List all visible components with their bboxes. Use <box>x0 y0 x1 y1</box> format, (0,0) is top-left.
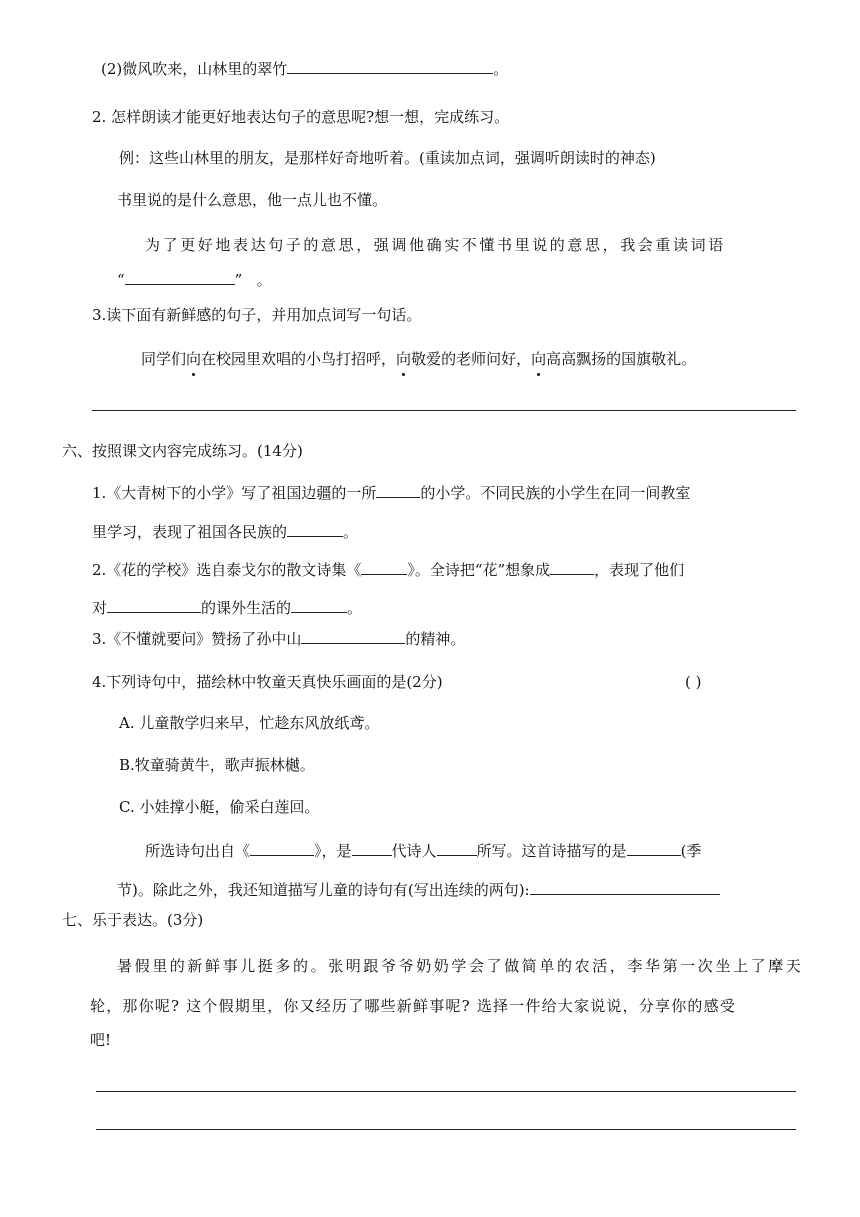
sec6-question-2-line2 <box>92 598 362 618</box>
section-6-title: 六、按照课文内容完成练习。(14分) <box>62 442 303 460</box>
dotted-word: 向 <box>186 350 202 368</box>
question-text: 对 <box>92 599 108 617</box>
option-b: B.牧童骑黄牛，歌声振林樾。 <box>119 756 315 774</box>
question-2-fill-line <box>117 270 272 290</box>
question-text: 》。全诗把“花”想象成 <box>407 561 551 579</box>
dotted-word: 向 <box>396 350 412 368</box>
question-text: 1.《大青树下的小学》写了祖国边疆的一所 <box>92 484 377 502</box>
question-text: (2)微风吹来，山林里的翠竹 <box>101 60 288 78</box>
answer-blank[interactable] <box>376 483 420 498</box>
sec6-question-4-fill-line2 <box>117 880 720 900</box>
punctuation: 。 <box>347 599 363 617</box>
question-text: 》，是 <box>314 842 352 860</box>
sec6-question-4-fill-line1 <box>145 841 701 861</box>
sec7-paragraph-line2: 轮，那你呢? 这个假期里，你又经历了哪些新鲜事呢? 选择一件给大家说说，分享你的感受 <box>90 997 737 1015</box>
question-text: ，表现了他们 <box>594 561 685 579</box>
question-text: (季 <box>680 842 702 860</box>
dotted-word: 向 <box>531 350 547 368</box>
question-text: 的精神。 <box>405 630 466 648</box>
writing-line-2[interactable] <box>96 1129 796 1130</box>
sec7-paragraph-line1: 暑假里的新鲜事儿挺多的。张明跟爷爷奶奶学会了做简单的农活，李华第一次坐上了摩天 <box>117 957 804 975</box>
writing-line-1[interactable] <box>96 1091 796 1092</box>
option-c: C. 小娃撑小艇，偷采白莲回。 <box>119 798 320 816</box>
question-2-fill-text: 为了更好地表达句子的意思，强调他确实不懂书里说的意思，我会重读词语 <box>145 236 726 254</box>
question-text: 2.《花的学校》选自泰戈尔的散文诗集《 <box>92 561 362 579</box>
answer-blank[interactable] <box>550 560 594 575</box>
answer-blank[interactable] <box>352 841 392 856</box>
sec6-question-2-line1 <box>92 560 684 580</box>
answer-blank[interactable] <box>627 841 681 856</box>
sec7-paragraph-line3: 吧! <box>90 1031 112 1049</box>
question-3: 3.读下面有新鲜感的句子，并用加点词写一句话。 <box>92 306 422 324</box>
question-3-sentence <box>141 349 696 369</box>
answer-line[interactable] <box>92 410 796 411</box>
question-text: 所选诗句出自《 <box>145 842 251 860</box>
sentence-part: 敬爱的老师问好， <box>411 350 532 368</box>
punctuation: 。 <box>493 60 509 78</box>
open-quote: “ <box>117 271 125 289</box>
sentence-part: 在校园里欢唱的小鸟打招呼， <box>201 350 397 368</box>
question-2-example: 例：这些山林里的朋友，是那样好奇地听着。(重读加点词，强调听朗读时的神态) <box>119 149 656 167</box>
punctuation: 。 <box>343 523 359 541</box>
question-text: 代诗人 <box>391 842 437 860</box>
question-text: 的课外生活的 <box>201 599 292 617</box>
answer-blank[interactable] <box>125 270 235 285</box>
answer-blank[interactable] <box>291 598 347 613</box>
answer-blank[interactable] <box>250 841 314 856</box>
question-text: 节)。除此之外，我还知道描写儿童的诗句有(写出连续的两句): <box>117 881 530 899</box>
answer-blank[interactable] <box>437 841 477 856</box>
sec6-question-3 <box>92 629 465 649</box>
question-2-sentence: 书里说的是什么意思，他一点儿也不懂。 <box>117 191 388 209</box>
close-quote: ” <box>234 271 243 289</box>
sentence-part: 同学们 <box>141 350 187 368</box>
question-2: 2. 怎样朗读才能更好地表达句子的意思呢?想一想，完成练习。 <box>92 108 510 126</box>
sec6-question-4: 4.下列诗句中，描绘林中牧童天真快乐画面的是(2分) <box>92 673 443 691</box>
question-1-2 <box>101 59 508 79</box>
sec6-question-1-line1 <box>92 483 690 503</box>
option-a: A. 儿童散学归来早，忙趁东风放纸鸢。 <box>119 714 380 732</box>
section-7-title: 七、乐于表达。(3分) <box>62 911 204 929</box>
answer-blank[interactable] <box>107 598 201 613</box>
sentence-part: 高高飘扬的国旗敬礼。 <box>546 350 697 368</box>
answer-blank[interactable] <box>530 880 720 895</box>
answer-blank[interactable] <box>361 560 407 575</box>
sec6-question-1-line2 <box>92 522 358 542</box>
answer-paren[interactable]: ( ) <box>685 673 702 691</box>
punctuation: 。 <box>256 271 272 289</box>
question-text: 里学习，表现了祖国各民族的 <box>92 523 288 541</box>
answer-blank[interactable] <box>301 629 405 644</box>
question-text: 3.《不懂就要问》赞扬了孙中山 <box>92 630 302 648</box>
question-text: 的小学。不同民族的小学生在同一间教室 <box>420 484 691 502</box>
question-text: 所写。这首诗描写的是 <box>476 842 627 860</box>
answer-blank[interactable] <box>287 522 343 537</box>
answer-blank[interactable] <box>287 59 493 74</box>
